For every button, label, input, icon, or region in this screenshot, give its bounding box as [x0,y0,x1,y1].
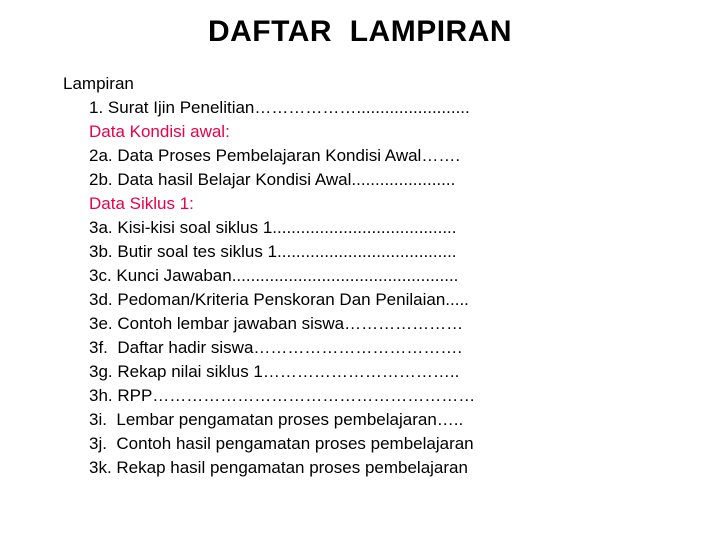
list-item: 3f. Daftar hadir siswa………………………………. [89,338,463,357]
list-item: 2b. Data hasil Belajar Kondisi Awal...................... [89,170,456,189]
list-item: 3e. Contoh lembar jawaban siswa………………… [89,314,464,333]
list-subheading: Data Kondisi awal: [89,122,230,141]
list-item: 3g. Rekap nilai siklus 1…………………………….. [89,362,460,381]
section-label: Lampiran [63,74,134,93]
list-item: 3k. Rekap hasil pengamatan proses pembelajaran [89,458,468,477]
list-item: 3i. Lembar pengamatan proses pembelajaran….. [89,410,464,429]
list-subheading: Data Siklus 1: [89,194,194,213]
list-item: 3h. RPP………………………………………………… [89,386,476,405]
list-item: 1. Surat Ijin Penelitian………………........................ [89,98,470,117]
page-title: DAFTAR LAMPIRAN [207,15,513,48]
list-item: 3b. Butir soal tes siklus 1...................................... [89,242,457,261]
attachment-list [63,96,703,480]
attachment-list-block [63,72,703,480]
list-item: 3j. Contoh hasil pengamatan proses pembelajaran [89,434,474,453]
list-item: 2a. Data Proses Pembelajaran Kondisi Awal……. [89,146,461,165]
list-item: 3a. Kisi-kisi soal siklus 1....................................... [89,218,457,237]
list-item: 3d. Pedoman/Kriteria Penskoran Dan Penilaian..... [89,290,469,309]
list-item: 3c. Kunci Jawaban................................................ [89,266,459,285]
